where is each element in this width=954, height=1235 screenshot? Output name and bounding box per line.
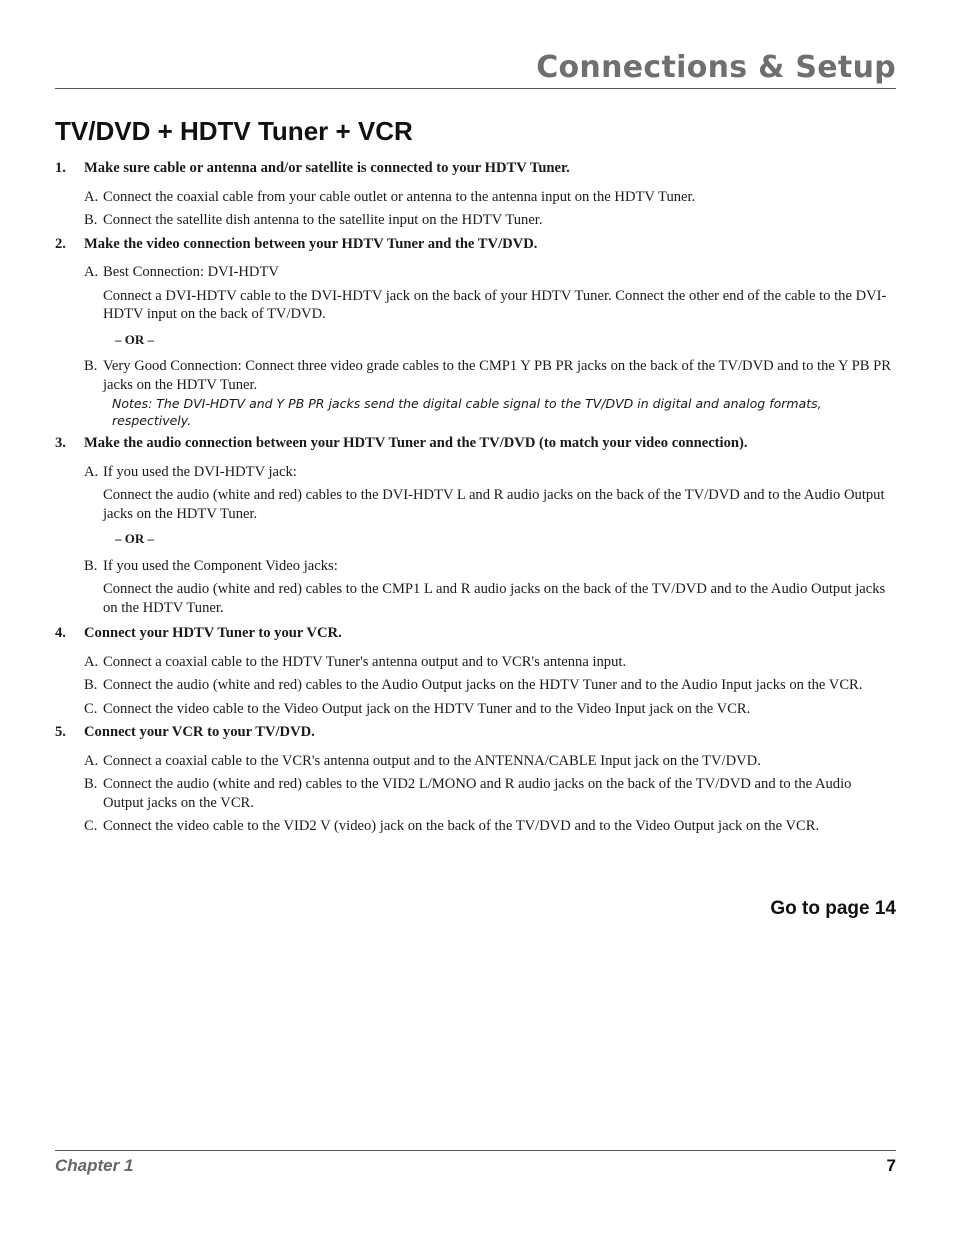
step-5-sub-a: [55, 752, 894, 771]
step-2-sub-a: [55, 263, 894, 282]
step-2-note: Notes: The DVI-HDTV and Y PB PR jacks send the digital cable signal to the TV/DVD in digital and analog formats, respectively.: [112, 396, 822, 428]
sub-letter: A.: [84, 653, 99, 670]
step-3-paragraph-a: Connect the audio (white and red) cables to the DVI-HDTV L and R audio jacks on the back of the TV/DVD and to the Audio Output jacks on the HDTV Tuner.: [103, 487, 885, 522]
section-title: TV/DVD + HDTV Tuner + VCR: [55, 116, 413, 146]
sub-letter: B.: [84, 776, 98, 792]
step-number: 1.: [55, 160, 66, 176]
step-4: [55, 624, 894, 643]
step-4-sub-c: [55, 700, 894, 719]
header-divider: [55, 88, 896, 89]
sub-letter: B.: [84, 358, 98, 374]
step-3: [55, 434, 894, 453]
step-5-sub-b: [55, 775, 894, 812]
step-5: [55, 723, 894, 742]
footer-divider: [55, 1150, 896, 1151]
sub-letter: B.: [84, 212, 98, 228]
step-3-paragraph-b: Connect the audio (white and red) cables to the CMP1 L and R audio jacks on the back of the TV/DVD and to the Audio Output jacks on the HDTV Tuner.: [103, 581, 886, 616]
step-4-sub-a: [55, 653, 894, 672]
step-4-sub-b: [55, 676, 894, 695]
step-text: Make the audio connection between your HDTV Tuner and the TV/DVD (to match your video connection).: [84, 435, 748, 451]
footer-chapter: Chapter 1: [55, 1156, 134, 1175]
step-2-paragraph-a: Connect a DVI-HDTV cable to the DVI-HDTV jack on the back of your HDTV Tuner. Connect the other end of the cable to the DVI-HDTV input on the back of TV/DVD.: [103, 287, 887, 322]
step-1-sub-a: [55, 188, 894, 207]
header-title: Connections & Setup: [536, 50, 896, 85]
sub-text: Connect the video cable to the VID2 V (video) jack on the back of the TV/DVD and to the Video Output jack on the VCR.: [103, 818, 820, 834]
or-separator: – OR –: [115, 531, 154, 546]
step-number: 3.: [55, 435, 66, 451]
step-3-sub-a: [55, 463, 894, 482]
step-1: [55, 159, 894, 178]
sub-letter: A.: [84, 463, 99, 480]
sub-letter: A.: [84, 264, 99, 280]
step-3-sub-b: [55, 557, 894, 576]
sub-text: Connect a coaxial cable to the VCR's antenna output and to the ANTENNA/CABLE Input jack on the TV/DVD.: [103, 752, 761, 769]
step-text: Make the video connection between your HDTV Tuner and the TV/DVD.: [84, 235, 538, 252]
sub-letter: B.: [84, 557, 98, 574]
step-1-sub-b: [55, 211, 894, 230]
sub-text: Connect the audio (white and red) cables to the Audio Output jacks on the HDTV Tuner and to the Audio Input jacks on the VCR.: [103, 677, 863, 693]
step-5-sub-c: [55, 817, 894, 836]
sub-letter: C.: [84, 700, 98, 717]
sub-text: Connect the audio (white and red) cables to the VID2 L/MONO and R audio jacks on the back of the TV/DVD and to the Audio Output jacks on the VCR.: [103, 776, 852, 811]
sub-text: Connect the video cable to the Video Output jack on the HDTV Tuner and to the Video Input jack on the VCR.: [103, 700, 751, 717]
go-to-page-link: Go to page 14: [770, 898, 896, 919]
instructions: [55, 159, 894, 841]
sub-text: If you used the Component Video jacks:: [103, 557, 338, 574]
sub-letter: C.: [84, 818, 98, 834]
step-2: [55, 235, 894, 254]
step-number: 5.: [55, 724, 66, 740]
step-text: Connect your VCR to your TV/DVD.: [84, 724, 315, 740]
step-text: Connect your HDTV Tuner to your VCR.: [84, 625, 342, 641]
sub-text: Connect the satellite dish antenna to the satellite input on the HDTV Tuner.: [103, 212, 543, 228]
step-2-sub-b: [55, 357, 894, 394]
sub-text: If you used the DVI-HDTV jack:: [103, 463, 297, 480]
or-separator: – OR –: [115, 331, 154, 347]
footer-page-number: 7: [886, 1156, 896, 1175]
sub-letter: A.: [84, 752, 99, 769]
sub-letter: B.: [84, 677, 98, 693]
sub-text: Connect the coaxial cable from your cable outlet or antenna to the antenna input on the HDTV Tuner.: [103, 188, 696, 205]
step-text: Make sure cable or antenna and/or satellite is connected to your HDTV Tuner.: [84, 160, 570, 176]
sub-text: Best Connection: DVI-HDTV: [103, 264, 279, 280]
step-number: 2.: [55, 235, 66, 252]
sub-text: Very Good Connection: Connect three video grade cables to the CMP1 Y PB PR jacks on the back of the TV/DVD and to the Y PB PR jacks on the HDTV Tuner.: [103, 358, 891, 393]
step-number: 4.: [55, 625, 66, 641]
sub-text: Connect a coaxial cable to the HDTV Tuner's antenna output and to VCR's antenna input.: [103, 653, 627, 670]
sub-letter: A.: [84, 188, 99, 205]
